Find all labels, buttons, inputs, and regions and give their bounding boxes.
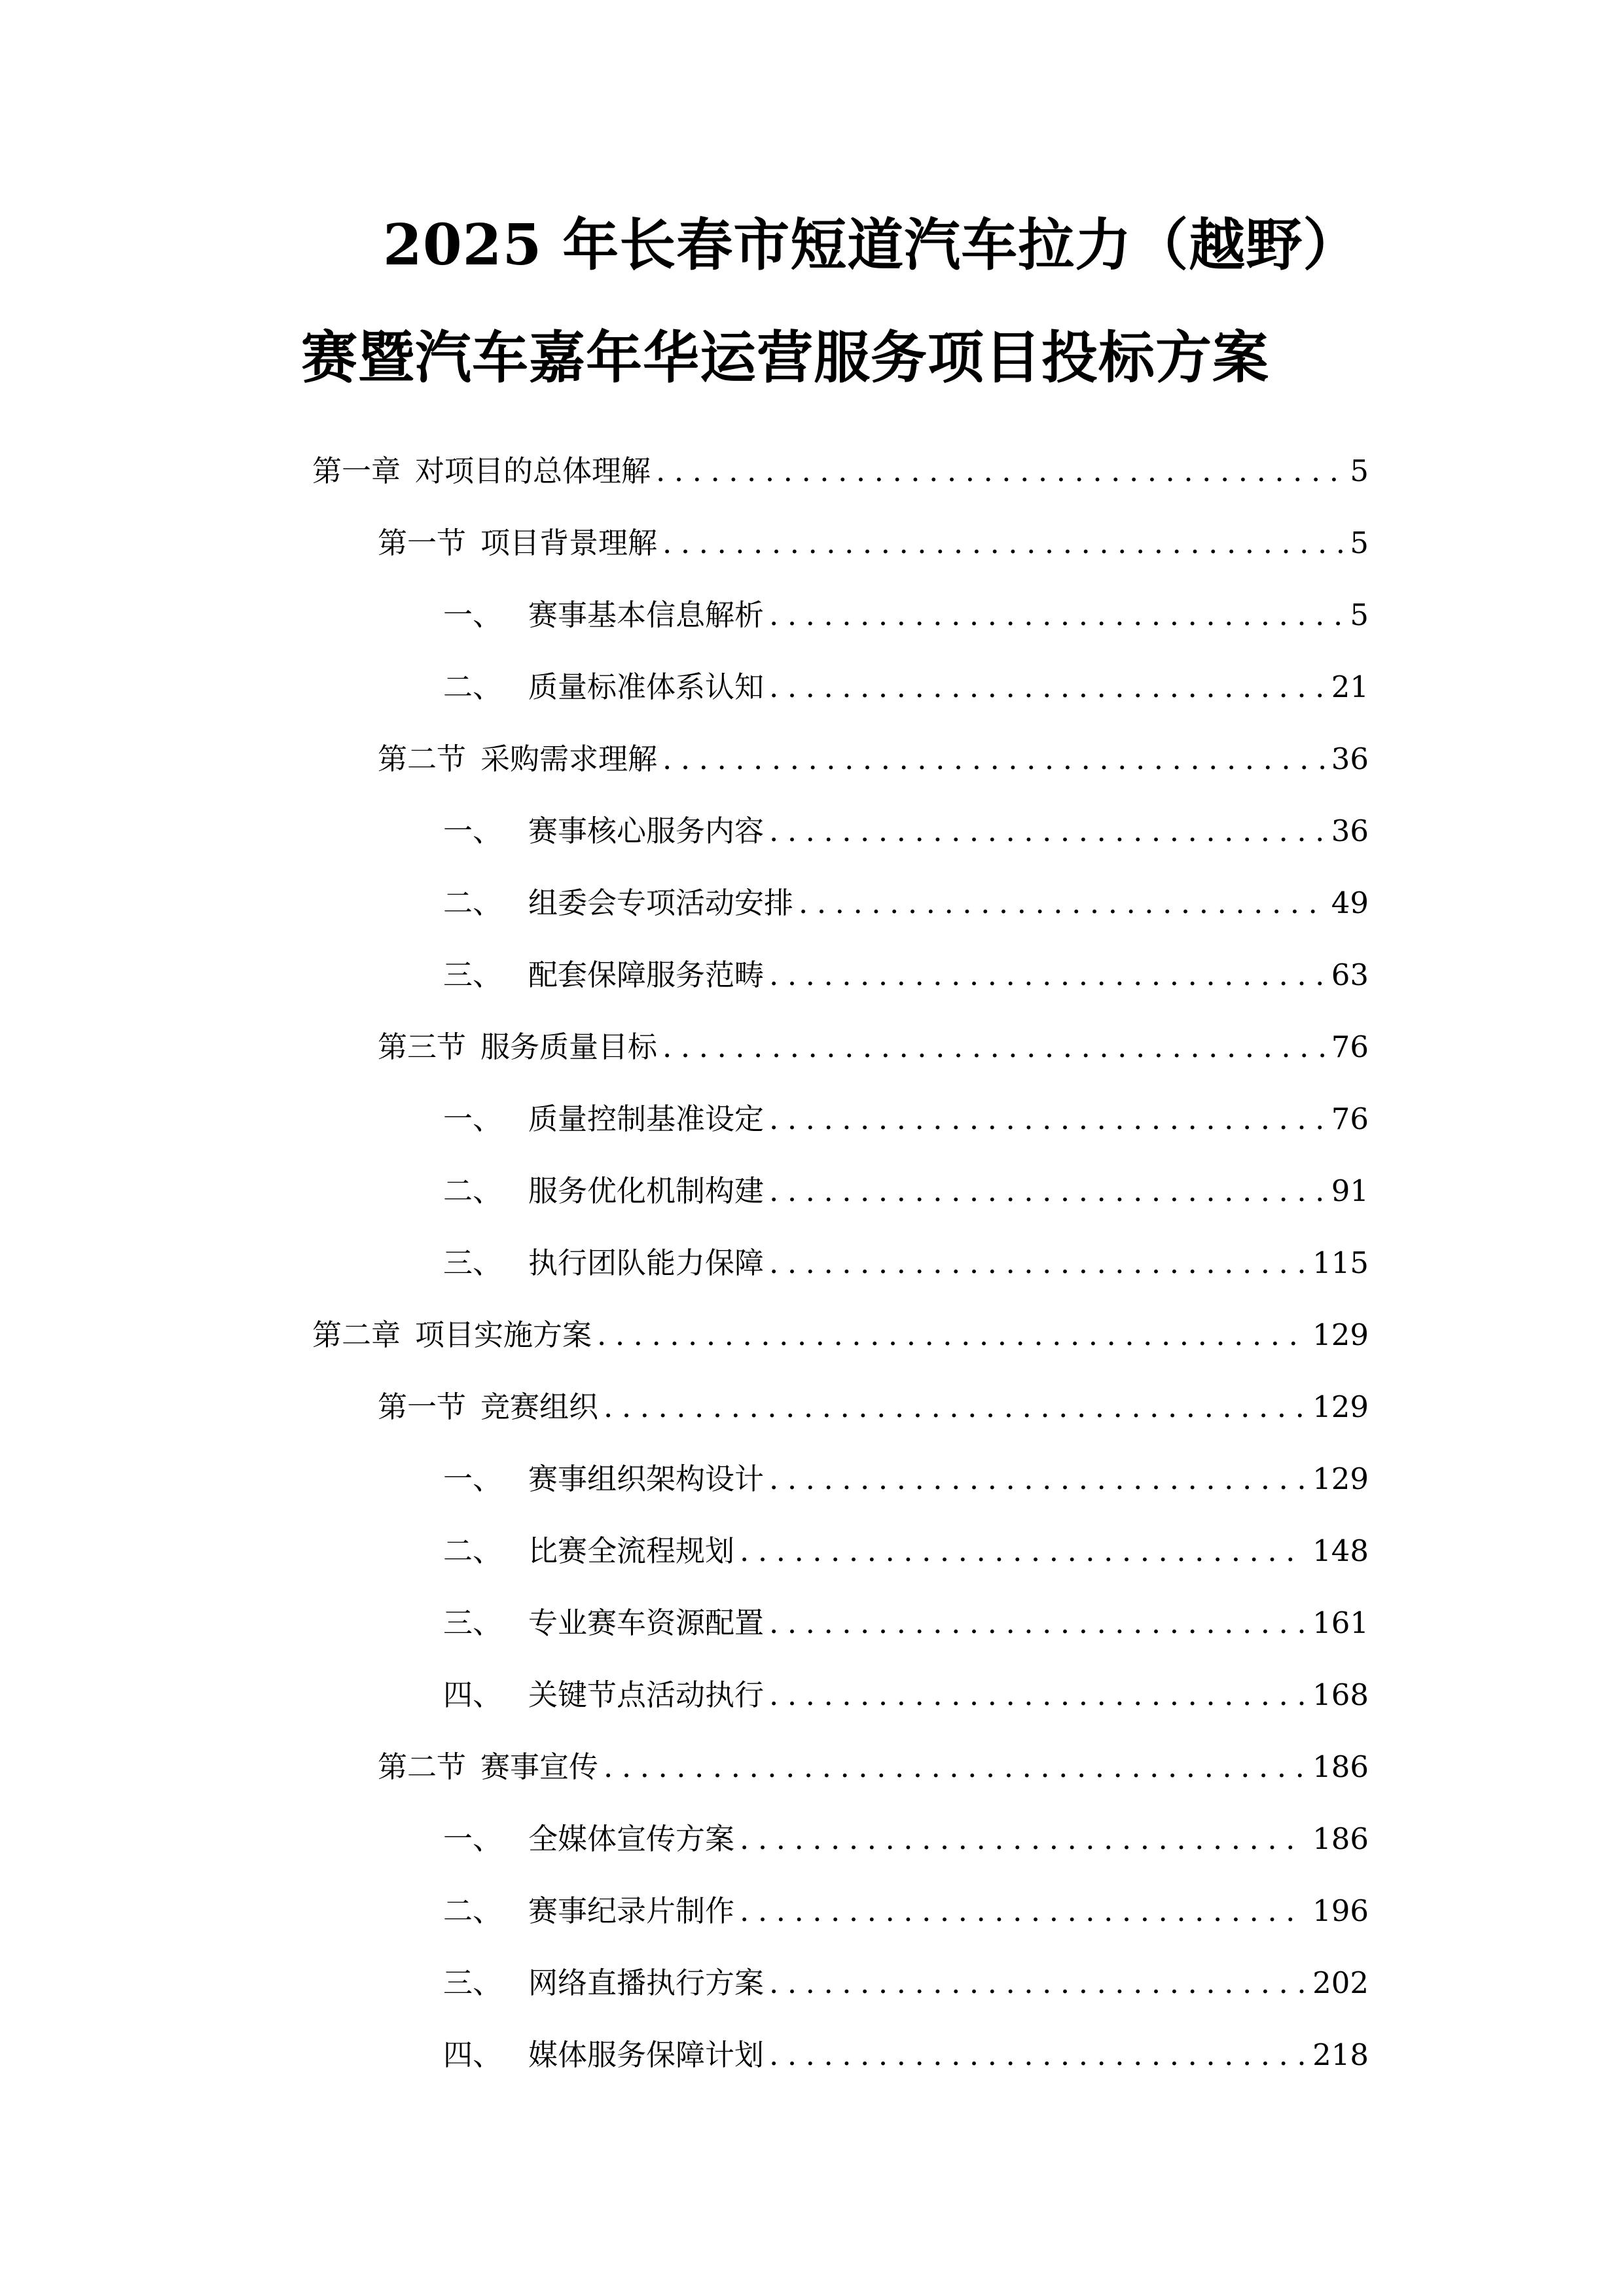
toc-entry-number: 二、 (443, 670, 503, 704)
toc-entry[interactable] (0, 1155, 1624, 1227)
toc-entry-label (443, 1244, 764, 1283)
toc-page-number: 63 (1331, 958, 1369, 992)
toc-entry-title: 网络直播执行方案 (528, 1965, 765, 2000)
toc-entry-label (378, 1748, 598, 1787)
toc-entry-title: 对项目的总体理解 (415, 454, 651, 488)
toc-entry-label (443, 1964, 764, 2003)
toc-dot-leader (662, 1028, 1325, 1067)
toc-entry-label (378, 740, 657, 779)
toc-page-number: 129 (1312, 1318, 1369, 1352)
toc-entry-title: 赛事核心服务内容 (528, 814, 765, 848)
toc-dot-leader (799, 884, 1325, 923)
toc-entry[interactable] (0, 723, 1624, 795)
toc-page-number: 129 (1312, 1390, 1369, 1424)
toc-dot-leader (769, 668, 1325, 707)
toc-entry-label (443, 596, 764, 635)
toc-entry-number: 二、 (443, 1534, 503, 1568)
toc-entry-title: 赛事基本信息解析 (528, 598, 765, 632)
toc-dot-leader (597, 1316, 1306, 1355)
toc-dot-leader (769, 1604, 1306, 1643)
toc-entry-number: 二、 (443, 1174, 503, 1208)
toc-dot-leader (769, 1100, 1325, 1139)
toc-page-number: 36 (1331, 814, 1369, 848)
toc-entry-label (443, 812, 764, 851)
toc-entry-title: 赛事纪录片制作 (528, 1893, 735, 1928)
toc-entry-title: 竞赛组织 (480, 1390, 599, 1424)
toc-page-number: 202 (1312, 1965, 1369, 2000)
toc-page-number: 186 (1312, 1749, 1369, 1784)
toc-entry[interactable] (0, 1659, 1624, 1731)
toc-dot-leader (769, 1244, 1306, 1283)
toc-page-number: 129 (1312, 1462, 1369, 1496)
toc-entry-number: 三、 (443, 958, 503, 992)
toc-entry-number: 三、 (443, 1965, 503, 2000)
toc-entry[interactable] (0, 1947, 1624, 2019)
toc-entry-number: 第二章 (312, 1318, 401, 1352)
toc-entry-label (443, 1676, 764, 1715)
toc-entry-label (443, 1460, 764, 1499)
toc-entry-title: 全媒体宣传方案 (528, 1821, 735, 1856)
toc-entry-title: 专业赛车资源配置 (528, 1605, 765, 1640)
toc-entry[interactable] (0, 1803, 1624, 1875)
toc-entry-label (443, 1172, 764, 1211)
toc-dot-leader (604, 1748, 1306, 1787)
toc-entry-title: 采购需求理解 (480, 742, 658, 776)
toc-page-number: 21 (1331, 670, 1369, 704)
toc-entry-number: 二、 (443, 886, 503, 920)
toc-entry-title: 项目实施方案 (415, 1318, 592, 1352)
toc-entry-number: 三、 (443, 1246, 503, 1280)
toc-page-number: 115 (1312, 1246, 1369, 1280)
toc-entry[interactable] (0, 2019, 1624, 2091)
toc-entry-label (443, 1604, 764, 1643)
toc-entry-title: 组委会专项活动安排 (528, 886, 794, 920)
toc-dot-leader (769, 1460, 1306, 1499)
toc-dot-leader (662, 524, 1343, 563)
toc-page-number: 218 (1312, 2037, 1369, 2072)
toc-entry-number: 第二节 (378, 1749, 467, 1784)
toc-page-number: 5 (1350, 526, 1369, 560)
toc-entry-title: 赛事宣传 (480, 1749, 599, 1784)
toc-dot-leader (769, 812, 1325, 851)
toc-page-number: 76 (1331, 1102, 1369, 1136)
toc-entry-number: 四、 (443, 2037, 503, 2072)
toc-page-number: 148 (1312, 1534, 1369, 1568)
toc-page-number: 168 (1312, 1677, 1369, 1712)
toc-entry-title: 项目背景理解 (480, 526, 658, 560)
toc-dot-leader (769, 1676, 1306, 1715)
toc-dot-leader (740, 1892, 1306, 1931)
toc-dot-leader (769, 1172, 1325, 1211)
toc-entry[interactable] (0, 867, 1624, 939)
toc-entry-number: 二、 (443, 1893, 503, 1928)
toc-dot-leader (656, 452, 1343, 491)
toc-dot-leader (662, 740, 1325, 779)
toc-page-number: 76 (1331, 1030, 1369, 1064)
toc-entry-number: 一、 (443, 1821, 503, 1856)
toc-entry-title: 质量控制基准设定 (528, 1102, 765, 1136)
toc-entry-number: 四、 (443, 1677, 503, 1712)
toc-dot-leader (769, 596, 1343, 635)
document-title-line-1: 2025 年长春市短道汽车拉力（越野） (383, 212, 1360, 278)
toc-entry[interactable] (0, 507, 1624, 579)
toc-dot-leader (740, 1820, 1306, 1859)
toc-entry-number: 第三节 (378, 1030, 467, 1064)
toc-entry[interactable] (0, 1587, 1624, 1659)
toc-entry-title: 质量标准体系认知 (528, 670, 765, 704)
toc-entry-title: 比赛全流程规划 (528, 1534, 735, 1568)
toc-entry[interactable] (0, 1371, 1624, 1443)
toc-entry[interactable] (0, 939, 1624, 1011)
toc-entry[interactable] (0, 1443, 1624, 1515)
toc-entry-label (378, 1028, 657, 1067)
toc-entry[interactable] (0, 1875, 1624, 1947)
toc-page-number: 91 (1331, 1174, 1369, 1208)
toc-entry-number: 第二节 (378, 742, 467, 776)
toc-dot-leader (769, 2036, 1306, 2075)
toc-entry-label (443, 884, 793, 923)
toc-entry[interactable] (0, 1083, 1624, 1155)
toc-entry-label (378, 1388, 598, 1427)
toc-entry-number: 一、 (443, 1102, 503, 1136)
toc-entry-number: 第一章 (312, 454, 401, 488)
toc-entry-label (443, 1892, 734, 1931)
toc-entry-label (443, 956, 764, 995)
toc-entry-label (443, 2036, 764, 2075)
toc-entry[interactable] (0, 795, 1624, 867)
toc-entry-number: 三、 (443, 1605, 503, 1640)
toc-entry-number: 一、 (443, 598, 503, 632)
toc-entry-title: 媒体服务保障计划 (528, 2037, 765, 2072)
toc-page-number: 161 (1312, 1605, 1369, 1640)
toc-entry-title: 服务质量目标 (480, 1030, 658, 1064)
toc-entry-label (378, 524, 657, 563)
toc-page-number: 5 (1350, 454, 1369, 488)
toc-entry[interactable] (0, 1515, 1624, 1587)
toc-page-number: 36 (1331, 742, 1369, 776)
toc-entry[interactable] (0, 1227, 1624, 1299)
toc-entry[interactable] (0, 1731, 1624, 1803)
toc-entry-number: 第一节 (378, 1390, 467, 1424)
toc-page-number: 49 (1331, 886, 1369, 920)
toc-entry-label (443, 668, 764, 707)
toc-entry-number: 一、 (443, 1462, 503, 1496)
toc-entry-title: 赛事组织架构设计 (528, 1462, 765, 1496)
table-of-contents (0, 435, 1624, 2091)
toc-dot-leader (769, 956, 1325, 995)
toc-dot-leader (740, 1532, 1306, 1571)
toc-entry-number: 一、 (443, 814, 503, 848)
toc-entry-label (443, 1820, 734, 1859)
toc-entry-label (312, 452, 651, 491)
toc-entry-title: 配套保障服务范畴 (528, 958, 765, 992)
toc-page-number: 196 (1312, 1893, 1369, 1928)
toc-entry-title: 关键节点活动执行 (528, 1677, 765, 1712)
toc-entry-label (312, 1316, 592, 1355)
toc-page-number: 186 (1312, 1821, 1369, 1856)
toc-entry[interactable] (0, 435, 1624, 507)
toc-dot-leader (604, 1388, 1306, 1427)
toc-entry-title: 执行团队能力保障 (528, 1246, 765, 1280)
toc-entry[interactable] (0, 579, 1624, 651)
toc-entry-title: 服务优化机制构建 (528, 1174, 765, 1208)
document-title-line-2: 赛暨汽车嘉年华运营服务项目投标方案 (301, 325, 1269, 391)
toc-page-number: 5 (1350, 598, 1369, 632)
toc-entry[interactable] (0, 651, 1624, 723)
toc-entry-number: 第一节 (378, 526, 467, 560)
toc-entry-label (443, 1100, 764, 1139)
toc-entry[interactable] (0, 1299, 1624, 1371)
toc-dot-leader (769, 1964, 1306, 2003)
toc-entry[interactable] (0, 1011, 1624, 1083)
toc-entry-label (443, 1532, 734, 1571)
